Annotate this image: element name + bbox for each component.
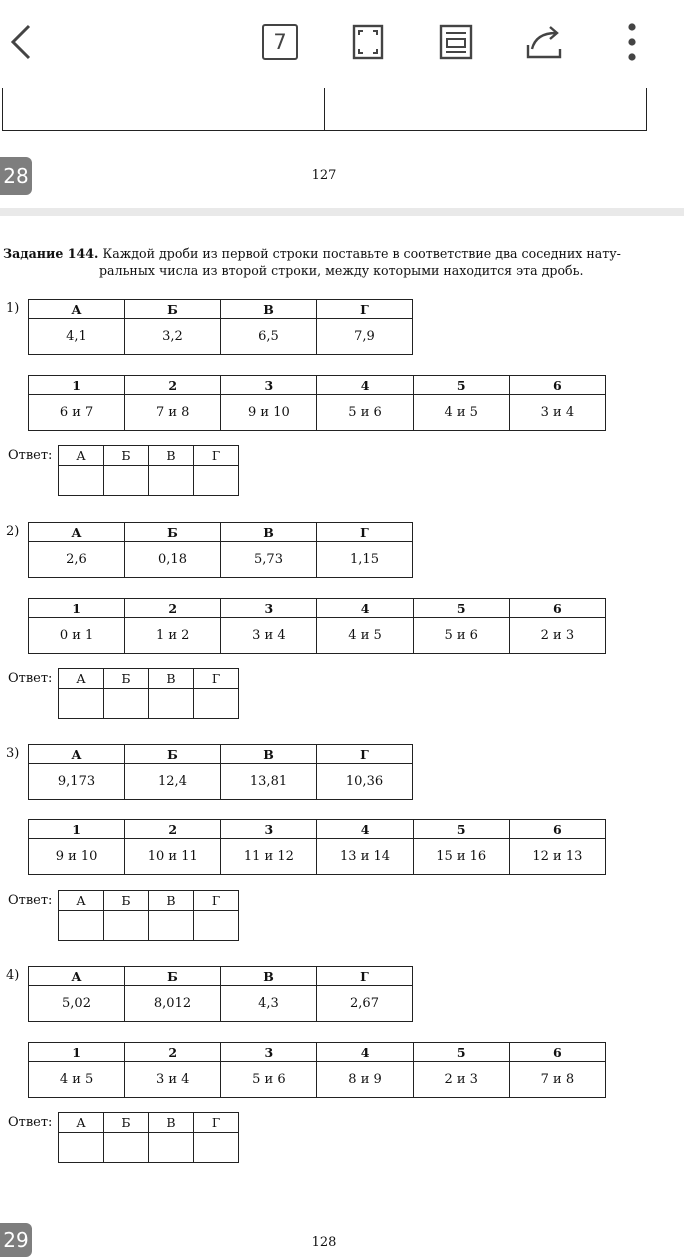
header-cell: 5 <box>413 376 509 395</box>
pair-cell: 5 и 6 <box>221 1062 317 1098</box>
header-cell: 1 <box>29 820 125 839</box>
fraction-cell: 7,9 <box>317 319 413 355</box>
task-text-line1: Каждой дроби из первой строки поставьте в соответствие два соседних нату- <box>102 246 621 261</box>
answer-blank-cell <box>149 1133 194 1163</box>
number-pairs-table <box>28 598 606 654</box>
header-cell: 5 <box>413 1043 509 1062</box>
header-cell: А <box>59 669 104 689</box>
header-cell: 6 <box>509 1043 605 1062</box>
header-cell: 1 <box>29 599 125 618</box>
answer-label: Ответ: <box>8 893 53 908</box>
page-number-current: 128 <box>311 1235 337 1250</box>
fractions-table <box>28 744 413 800</box>
header-cell: 3 <box>221 820 317 839</box>
header-cell: Г <box>317 300 413 319</box>
pair-cell: 3 и 4 <box>509 395 605 431</box>
answer-blank-cell <box>104 911 149 941</box>
header-cell: Г <box>194 1113 239 1133</box>
pair-cell: 9 и 10 <box>221 395 317 431</box>
fraction-cell: 12,4 <box>125 764 221 800</box>
fraction-cell: 1,15 <box>317 542 413 578</box>
back-button[interactable] <box>0 20 44 64</box>
fullscreen-icon <box>352 24 384 60</box>
header-cell: В <box>221 967 317 986</box>
fraction-cell: 8,012 <box>125 986 221 1022</box>
fraction-cell: 9,173 <box>29 764 125 800</box>
header-cell: А <box>29 523 125 542</box>
fraction-cell: 2,6 <box>29 542 125 578</box>
fraction-cell: 5,02 <box>29 986 125 1022</box>
answer-blank-cell <box>104 1133 149 1163</box>
header-cell: 1 <box>29 1043 125 1062</box>
answer-blank-cell <box>104 689 149 719</box>
header-cell: 3 <box>221 376 317 395</box>
answer-table <box>58 445 239 496</box>
header-cell: А <box>29 300 125 319</box>
reading-mode-icon <box>439 24 473 60</box>
header-cell: Б <box>125 967 221 986</box>
answer-blank-cell <box>194 1133 239 1163</box>
more-vertical-icon <box>627 22 637 62</box>
header-cell: Г <box>194 446 239 466</box>
fraction-cell: 5,73 <box>221 542 317 578</box>
pair-cell: 7 и 8 <box>125 395 221 431</box>
reader-toolbar <box>0 0 684 88</box>
pair-cell: 5 и 6 <box>317 395 413 431</box>
header-cell: 2 <box>125 376 221 395</box>
answer-blank-cell <box>59 911 104 941</box>
header-cell: 3 <box>221 599 317 618</box>
problem-label: 1) <box>6 301 20 316</box>
header-cell: А <box>59 446 104 466</box>
fraction-cell: 13,81 <box>221 764 317 800</box>
page-count-button[interactable] <box>258 20 302 64</box>
pair-cell: 4 и 5 <box>29 1062 125 1098</box>
answer-blank-cell <box>59 689 104 719</box>
header-cell: 5 <box>413 820 509 839</box>
problem-label: 3) <box>6 746 20 761</box>
header-cell: 3 <box>221 1043 317 1062</box>
header-cell: Б <box>104 891 149 911</box>
header-cell: Г <box>194 891 239 911</box>
share-button[interactable] <box>522 20 566 64</box>
header-cell: А <box>59 1113 104 1133</box>
pair-cell: 13 и 14 <box>317 839 413 875</box>
header-cell: Г <box>317 967 413 986</box>
answer-label: Ответ: <box>8 1115 53 1130</box>
task-text-line2: ральных числа из второй строки, между которыми находится эта дробь. <box>99 263 584 278</box>
pair-cell: 4 и 5 <box>413 395 509 431</box>
answer-blank-cell <box>59 466 104 496</box>
header-cell: 1 <box>29 376 125 395</box>
answer-blank-cell <box>149 689 194 719</box>
pair-cell: 1 и 2 <box>125 618 221 654</box>
fraction-cell: 0,18 <box>125 542 221 578</box>
header-cell: 4 <box>317 599 413 618</box>
number-pairs-table <box>28 819 606 875</box>
header-cell: Б <box>125 745 221 764</box>
page-count-icon: 7 <box>262 24 298 60</box>
pair-cell: 8 и 9 <box>317 1062 413 1098</box>
fraction-cell: 3,2 <box>125 319 221 355</box>
header-cell: А <box>59 891 104 911</box>
answer-label: Ответ: <box>8 671 53 686</box>
header-cell: 6 <box>509 599 605 618</box>
pair-cell: 7 и 8 <box>509 1062 605 1098</box>
answer-blank-cell <box>194 466 239 496</box>
fractions-table <box>28 522 413 578</box>
number-pairs-table <box>28 1042 606 1098</box>
header-cell: В <box>221 300 317 319</box>
back-arrow-icon <box>7 22 37 62</box>
pair-cell: 2 и 3 <box>413 1062 509 1098</box>
answer-blank-cell <box>194 911 239 941</box>
page-number-prev: 127 <box>311 168 337 183</box>
header-cell: 2 <box>125 599 221 618</box>
header-cell: 6 <box>509 820 605 839</box>
header-cell: 6 <box>509 376 605 395</box>
previous-page-table <box>2 88 647 131</box>
problem-label: 2) <box>6 524 20 539</box>
pair-cell: 4 и 5 <box>317 618 413 654</box>
header-cell: В <box>221 745 317 764</box>
page-badge-current: 29 <box>0 1223 32 1257</box>
answer-blank-cell <box>149 466 194 496</box>
header-cell: 5 <box>413 599 509 618</box>
header-cell: В <box>221 523 317 542</box>
pair-cell: 15 и 16 <box>413 839 509 875</box>
page-separator <box>0 208 684 216</box>
pair-cell: 6 и 7 <box>29 395 125 431</box>
header-cell: Б <box>104 669 149 689</box>
pair-cell: 3 и 4 <box>221 618 317 654</box>
answer-blank-cell <box>104 466 149 496</box>
header-cell: 2 <box>125 820 221 839</box>
answer-blank-cell <box>194 689 239 719</box>
header-cell: В <box>149 891 194 911</box>
header-cell: А <box>29 745 125 764</box>
fractions-table <box>28 966 413 1022</box>
number-pairs-table <box>28 375 606 431</box>
header-cell: Г <box>317 523 413 542</box>
header-cell: А <box>29 967 125 986</box>
fraction-cell: 2,67 <box>317 986 413 1022</box>
pair-cell: 9 и 10 <box>29 839 125 875</box>
header-cell: 2 <box>125 1043 221 1062</box>
header-cell: В <box>149 669 194 689</box>
task-title: Задание 144. <box>3 246 99 261</box>
pair-cell: 5 и 6 <box>413 618 509 654</box>
page-badge-prev: 28 <box>0 157 32 195</box>
pair-cell: 3 и 4 <box>125 1062 221 1098</box>
header-cell: 4 <box>317 376 413 395</box>
more-options-button[interactable] <box>610 20 654 64</box>
fractions-table <box>28 299 413 355</box>
header-cell: Г <box>317 745 413 764</box>
task-statement <box>3 245 653 279</box>
answer-table <box>58 890 239 941</box>
header-cell: Б <box>104 446 149 466</box>
answer-blank-cell <box>149 911 194 941</box>
answer-label: Ответ: <box>8 448 53 463</box>
answer-table <box>58 668 239 719</box>
header-cell: Б <box>125 523 221 542</box>
pair-cell: 10 и 11 <box>125 839 221 875</box>
pair-cell: 12 и 13 <box>509 839 605 875</box>
header-cell: В <box>149 446 194 466</box>
reading-mode-button[interactable] <box>434 20 478 64</box>
answer-blank-cell <box>59 1133 104 1163</box>
header-cell: 4 <box>317 820 413 839</box>
pair-cell: 11 и 12 <box>221 839 317 875</box>
fraction-cell: 6,5 <box>221 319 317 355</box>
answer-table <box>58 1112 239 1163</box>
pair-cell: 2 и 3 <box>509 618 605 654</box>
problem-label: 4) <box>6 968 20 983</box>
header-cell: В <box>149 1113 194 1133</box>
share-icon <box>524 23 564 61</box>
header-cell: Б <box>125 300 221 319</box>
fraction-cell: 10,36 <box>317 764 413 800</box>
header-cell: 4 <box>317 1043 413 1062</box>
fraction-cell: 4,3 <box>221 986 317 1022</box>
header-cell: Г <box>194 669 239 689</box>
fraction-cell: 4,1 <box>29 319 125 355</box>
pair-cell: 0 и 1 <box>29 618 125 654</box>
header-cell: Б <box>104 1113 149 1133</box>
fullscreen-button[interactable] <box>346 20 390 64</box>
